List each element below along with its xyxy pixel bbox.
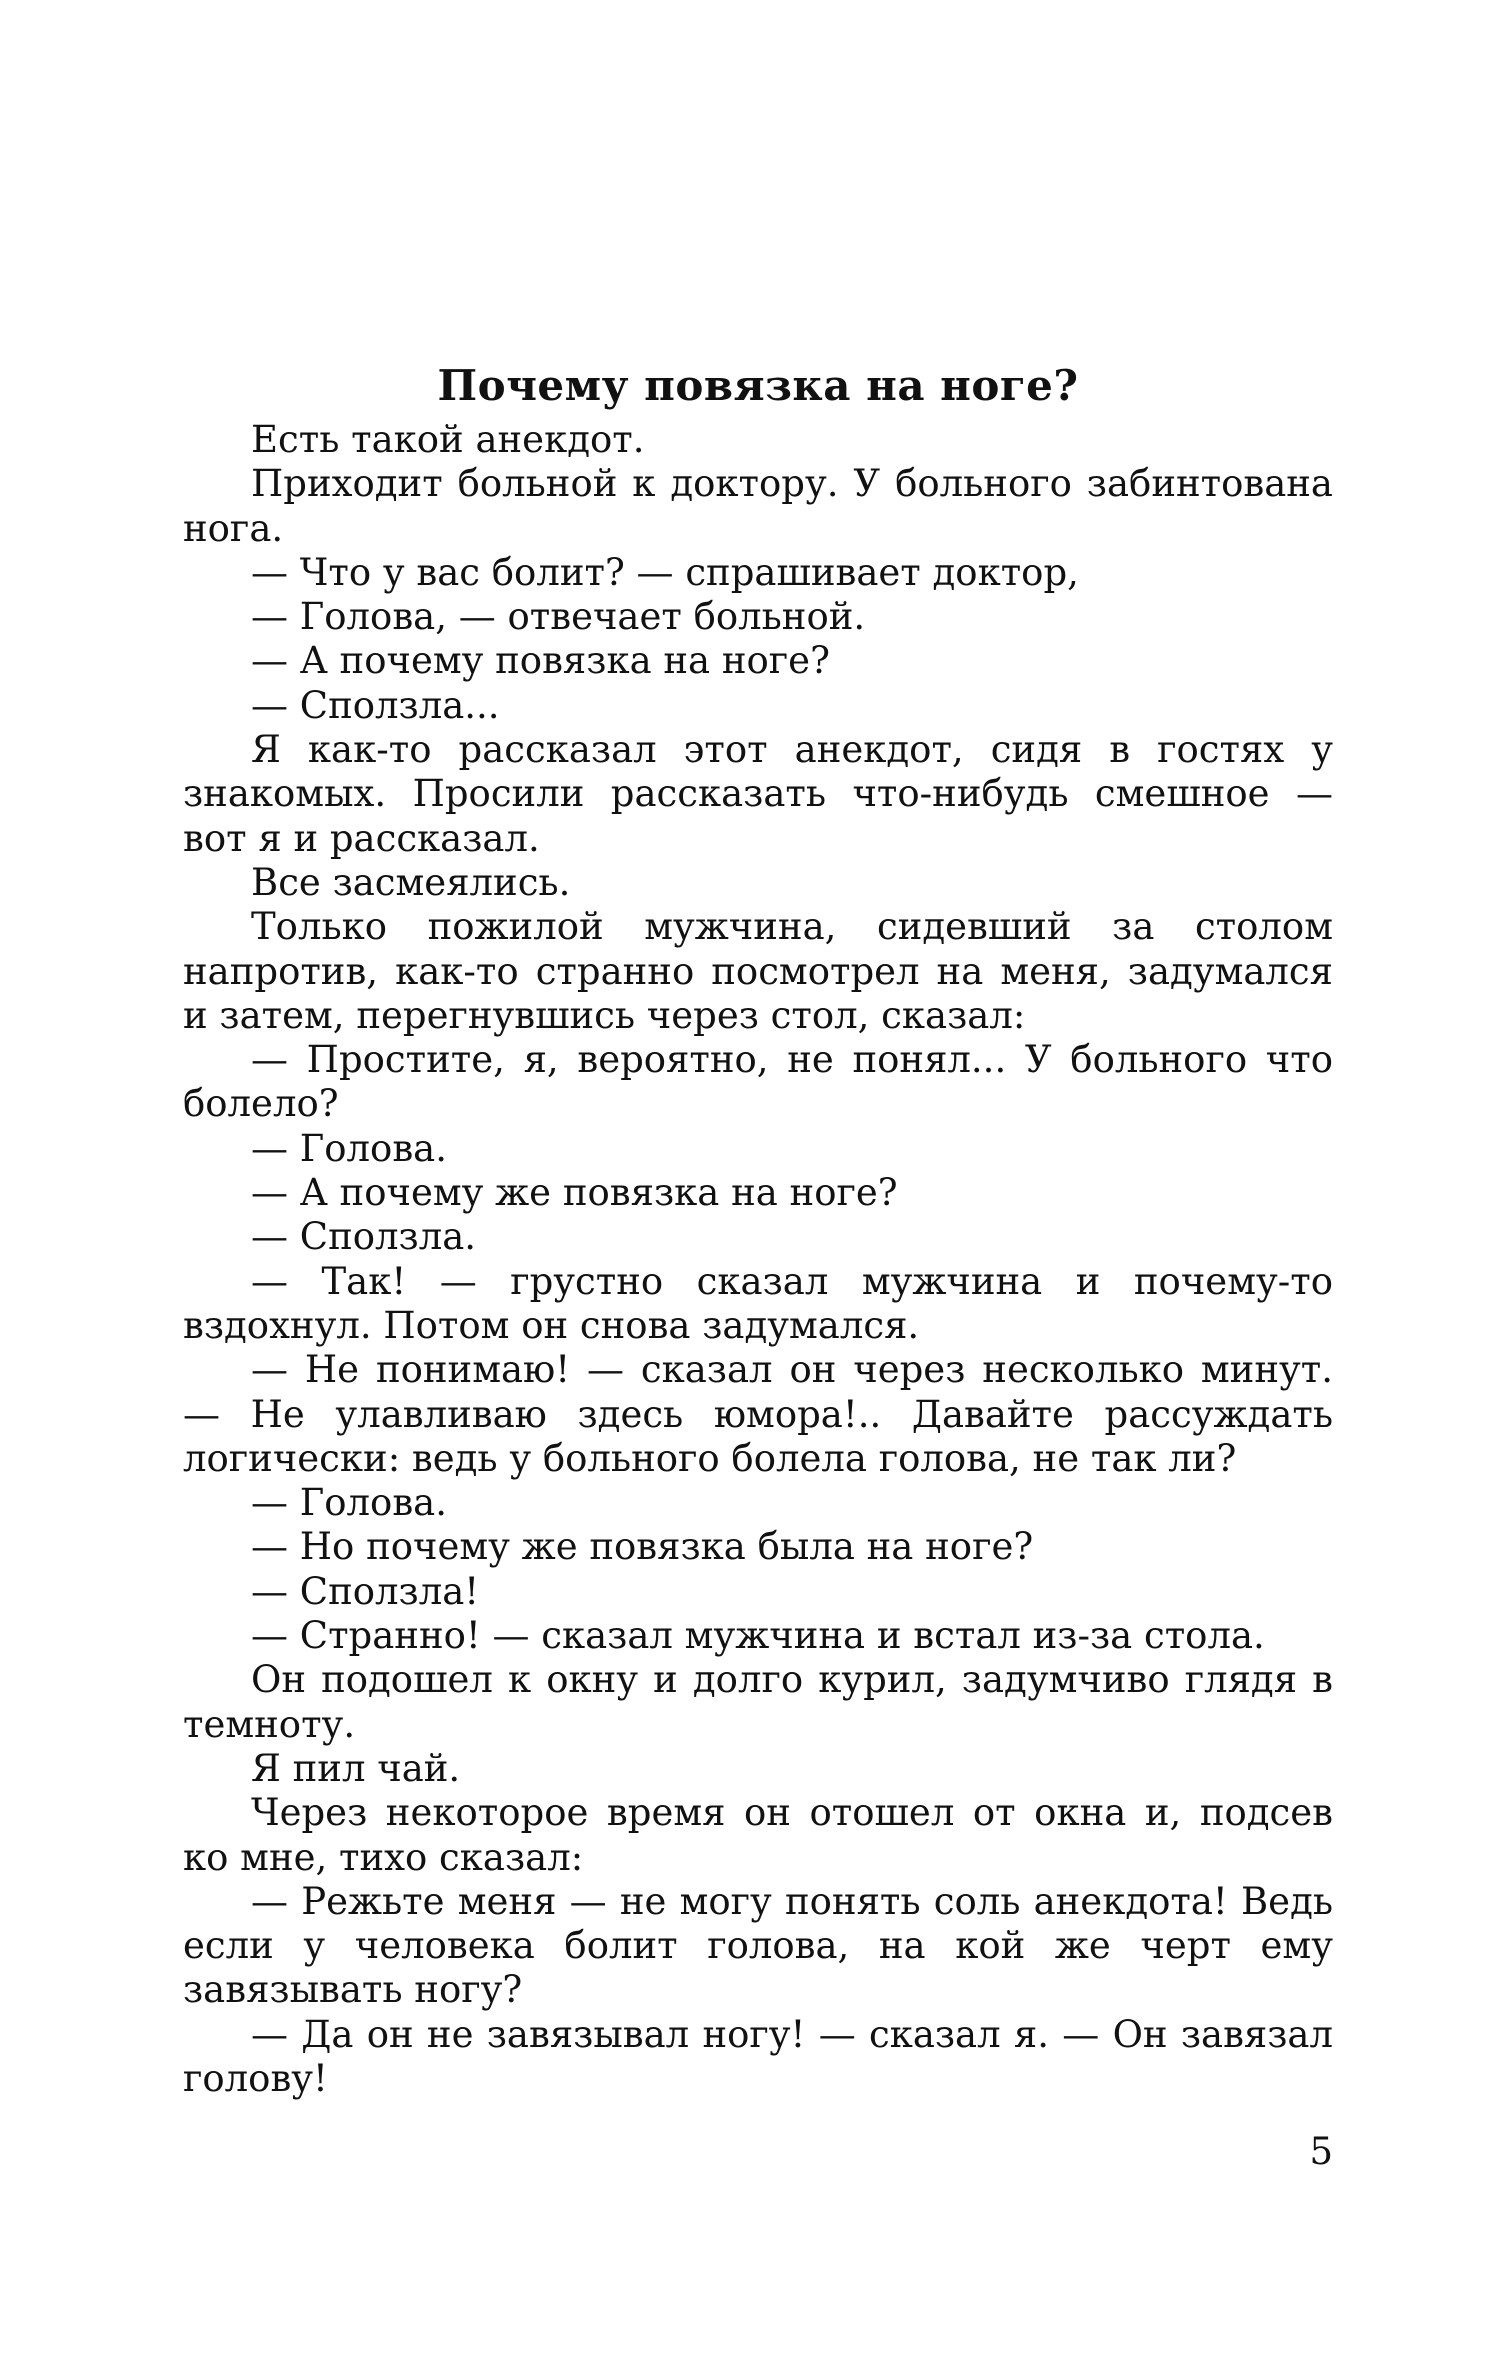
dialogue-line: — Режьте меня — не могу понять соль анекдота! Ведь если у человека болит голова, на кой же черт ему завязывать ногу?	[183, 1879, 1333, 2012]
dialogue-line: — Да он не завязывал ногу! — сказал я. — Он завязал голову!	[183, 2012, 1333, 2100]
dialogue-line: — Голова.	[251, 1481, 447, 1525]
paragraph: Через некоторое время он отошел от окна и, подсев ко мне, тихо сказал:	[183, 1791, 1333, 1879]
story-text	[183, 418, 1333, 2101]
dialogue-line: — Сползла!	[251, 1569, 480, 1613]
dialogue-line: — Что у вас болит? — спрашивает доктор,	[251, 550, 1079, 594]
paragraph: Приходит больной к доктору. У больного забинтована нога.	[183, 462, 1333, 550]
dialogue-line: — Так! — грустно сказал мужчина и почему-то вздохнул. Потом он снова задумался.	[183, 1259, 1333, 1347]
chapter-title: Почему повязка на ноге?	[437, 361, 1079, 411]
dialogue-line: — Не понимаю! — сказал он через несколько минут. — Не улавливаю здесь юмора!.. Давайте рассуждать логически: ведь у больного болела голова, не так ли?	[183, 1348, 1333, 1480]
dialogue-line: — А почему же повязка на ноге?	[251, 1171, 898, 1215]
dialogue-line: — Сползла...	[251, 683, 500, 727]
dialogue-line: — Но почему же повязка была на ноге?	[251, 1525, 1034, 1569]
paragraph: Все засмеялись.	[251, 860, 571, 904]
dialogue-line: — Сползла.	[251, 1215, 477, 1259]
dialogue-line: — А почему повязка на ноге?	[251, 639, 830, 683]
dialogue-line: — Простите, я, вероятно, не понял... У больного что болело?	[183, 1038, 1333, 1126]
paragraph: Есть такой анекдот.	[251, 418, 645, 461]
paragraph: Только пожилой мужчина, сидевший за столом напротив, как-то странно посмотрел на меня, задумался и затем, перегнувшись через стол, сказал:	[183, 905, 1333, 1037]
page-number: 5	[1309, 2130, 1333, 2173]
paragraph: Он подошел к окну и долго курил, задумчиво глядя в темноту.	[183, 1658, 1333, 1746]
dialogue-line: — Голова, — отвечает больной.	[251, 595, 866, 639]
paragraph: Я пил чай.	[251, 1746, 461, 1790]
dialogue-line: — Голова.	[251, 1126, 447, 1170]
paragraph: Я как-то рассказал этот анекдот, сидя в гостях у знакомых. Просили рассказать что-нибудь смешное — вот я и рассказал.	[183, 728, 1333, 860]
book-page	[183, 0, 1333, 2362]
dialogue-line: — Странно! — сказал мужчина и встал из-за стола.	[251, 1614, 1265, 1658]
